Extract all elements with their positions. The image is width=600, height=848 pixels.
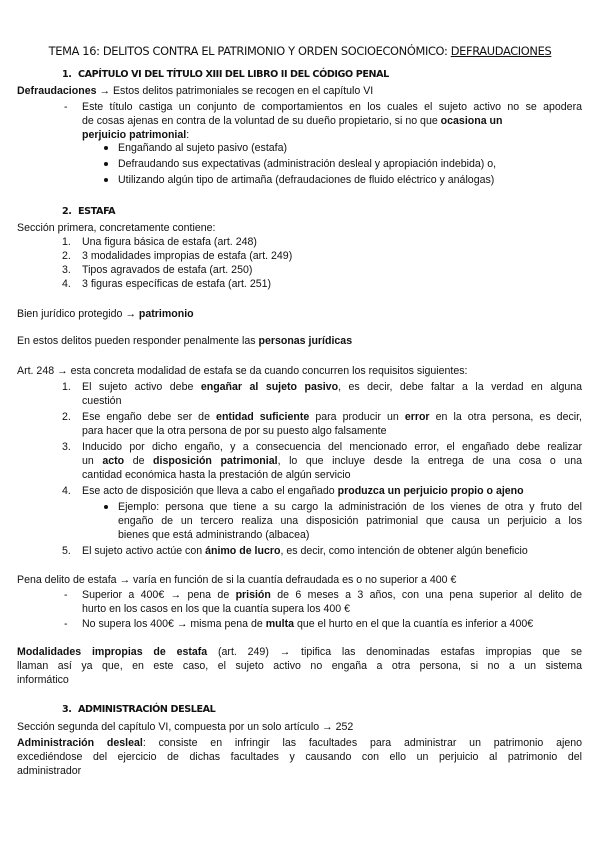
intro-bold: Defraudaciones [17, 85, 97, 97]
title-main: TEMA 16: DELITOS CONTRA EL PATRIMONIO Y ORDEN SOCIOECONÓMICO: [48, 44, 451, 58]
list-item: 3 figuras específicas de estafa (art. 251) [82, 278, 272, 290]
req-bold: engañar al sujeto pasivo [200, 381, 339, 393]
bien-text: Bien jurídico protegido → [17, 308, 139, 320]
section-1-para-line [82, 128, 189, 142]
pena-text: de 6 meses a 3 años, con una pena superior al delito de [270, 589, 582, 601]
bullet-item: Utilizando algún tipo de artimaña (defraudaciones de fluido eléctrico y análogas) [118, 174, 495, 186]
req-bold: entidad suficiente [216, 411, 310, 423]
dash-marker: - [64, 589, 68, 601]
list-number: 2. [62, 250, 71, 262]
section-3-para-line: excediéndose del ejercicio de dichas facultades y causando con ello un perjuicio al patrimonio del [17, 751, 582, 763]
list-number: 2. [62, 411, 71, 423]
requirement-line: cuestión [82, 395, 122, 407]
para-bold: ocasiona un [440, 115, 503, 127]
requirement-line [82, 544, 528, 558]
pena-line [82, 617, 533, 631]
req-bold: error [404, 411, 430, 423]
section-1-intro [17, 84, 373, 98]
para-text: : consiste en infringir las facultades para administrar un patrimonio ajeno [142, 737, 582, 749]
dash-marker: - [64, 618, 68, 630]
list-item: Tipos agravados de estafa (art. 250) [82, 264, 253, 276]
pena-bold: multa [265, 618, 294, 630]
bullet-icon [104, 146, 108, 150]
list-number: 5. [62, 545, 71, 557]
req-bold: produzca un perjuicio propio o ajeno [337, 485, 524, 497]
modalidades-line: informático [17, 674, 69, 686]
section-number: 3. [62, 704, 72, 715]
section-3-heading [62, 703, 215, 717]
list-number: 4. [62, 485, 71, 497]
intro-text: → Estos delitos patrimoniales se recogen en el capítulo VI [96, 85, 374, 97]
section-title: ESTAFA [78, 206, 116, 217]
bien-juridico [17, 307, 194, 321]
section-2-heading [62, 205, 115, 219]
pena-intro: Pena delito de estafa → varía en función de si la cuantía defraudada es o no superior a 400 € [17, 574, 457, 586]
req-bold: acto [102, 455, 125, 467]
list-number: 4. [62, 278, 71, 290]
pena-line: hurto en los casos en los que la cuantía supera los 400 € [82, 603, 350, 615]
req-text: Ese engaño debe ser de [82, 411, 217, 423]
personas-text: En estos delitos pueden responder penalmente las [17, 335, 259, 347]
requirement-line: para hacer que la otra persona de por su puesto algo falsamente [82, 425, 387, 437]
pena-bold: prisión [235, 589, 271, 601]
list-number: 3. [62, 264, 71, 276]
example-line: Ejemplo: persona que tiene a su cargo la administración de los vienes de otra y fruto del [118, 501, 582, 513]
requirement-line [82, 484, 524, 498]
req-text: en la otra persona, es decir, [429, 411, 583, 423]
req-text: , es decir, como intención de obtener algún beneficio [280, 545, 528, 557]
list-item: Una figura básica de estafa (art. 248) [82, 236, 257, 248]
req-text: de [124, 455, 154, 467]
personas-juridicas [17, 334, 352, 348]
section-3-intro: Sección segunda del capítulo VI, compuesta por un solo artículo → 252 [17, 721, 354, 733]
modalidades-line [17, 645, 582, 659]
list-number: 1. [62, 381, 71, 393]
bullet-icon [104, 178, 108, 182]
requirement-line [82, 410, 582, 424]
pena-text: que el hurto en el que la cuantía es inferior a 400€ [294, 618, 534, 630]
modalidades-text: (art. 249) → tipifica las denominadas estafas impropias que se [207, 646, 583, 658]
example-line: engaño de un tercero realiza una disposición patrimonial que causa un perjuicio a los [118, 515, 582, 527]
bien-bold: patrimonio [138, 308, 194, 320]
section-title: CAPÍTULO VI DEL TÍTULO XIII DEL LIBRO II DEL CÓDIGO PENAL [78, 69, 389, 80]
list-number: 3. [62, 441, 71, 453]
list-item: 3 modalidades impropias de estafa (art. 249) [82, 250, 293, 262]
modalidades-line: llaman así ya que, en este caso, el sujeto activo no engaña a otra persona, si no a un sistema [17, 660, 582, 672]
art248-intro: Art. 248 → esta concreta modalidad de estafa se da cuando concurren los requisitos siguientes: [17, 365, 468, 377]
pena-line [82, 588, 582, 602]
requirement-line [82, 454, 582, 468]
req-text: para producir un [309, 411, 405, 423]
requirement-line [82, 380, 582, 394]
req-bold: disposición patrimonial [153, 455, 278, 467]
req-text: un [82, 455, 103, 467]
section-title: ADMINISTRACIÓN DESLEAL [78, 704, 216, 715]
req-text: Ese acto de disposición que lleva a cabo el engañado [82, 485, 338, 497]
section-1-para-line [82, 114, 502, 128]
personas-bold: personas jurídicas [258, 335, 353, 347]
req-text: El sujeto activo actúe con [82, 545, 206, 557]
section-1-heading [62, 68, 389, 82]
bullet-icon [104, 505, 108, 509]
section-number: 1. [62, 69, 72, 80]
pena-text: Superior a 400€ → pena de [82, 589, 236, 601]
modalidades-bold: Modalidades impropias de estafa [17, 646, 208, 658]
requirement-line: cantidad económica hasta la prestación de algún servicio [82, 469, 351, 481]
dash-marker: - [64, 101, 68, 113]
section-3-para-line: administrador [17, 765, 82, 777]
req-text: El sujeto activo debe [82, 381, 201, 393]
title-underlined: DEFRAUDACIONES [450, 44, 552, 58]
page-title [0, 44, 600, 58]
bullet-icon [104, 162, 108, 166]
example-line: bienes que está administrando (albacea) [118, 529, 310, 541]
section-number: 2. [62, 206, 72, 217]
para-text: de cosas ajenas en contra de la voluntad de su dueño propietario, si no que [82, 115, 441, 127]
bullet-item: Engañando al sujeto pasivo (estafa) [118, 142, 288, 154]
section-3-para-line [17, 736, 582, 750]
para-bold: perjuicio patrimonial [82, 129, 187, 141]
para-bold: Administración desleal [17, 737, 143, 749]
section-2-intro: Sección primera, concretamente contiene: [17, 222, 216, 234]
section-1-para-line: Este título castiga un conjunto de comportamientos en los cuales el sujeto activo no se apodera [82, 101, 582, 113]
req-bold: ánimo de lucro [205, 545, 281, 557]
para-text: : [186, 129, 190, 141]
req-text: , es decir, debe faltar a la verdad en alguna [338, 381, 583, 393]
req-text: , lo que incluye desde la entrega de una cosa o una [277, 455, 582, 467]
list-number: 1. [62, 236, 71, 248]
bullet-item: Defraudando sus expectativas (administración desleal y apropiación indebida) o, [118, 158, 497, 170]
pena-text: No supera los 400€ → misma pena de [82, 618, 266, 630]
requirement-line: Inducido por dicho engaño, y a consecuencia del mencionado error, el engañado debe realizar [82, 441, 582, 453]
